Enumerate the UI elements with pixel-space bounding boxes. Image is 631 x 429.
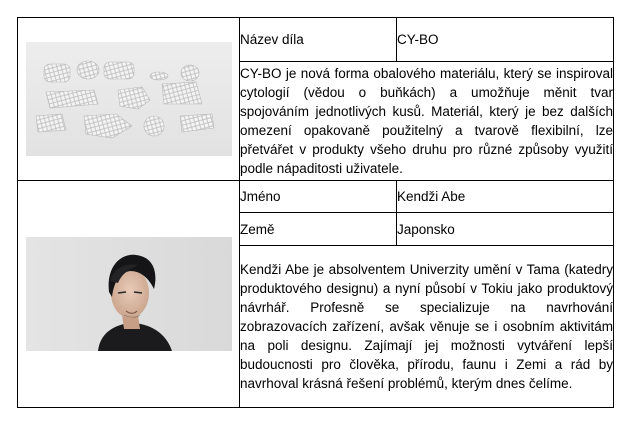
designer-bio: Kendži Abe je absolventem Univerzity umění v Tama (katedry produktového designu) a nyní působí v Tokiu jako produktový návrhář. Profesně se specializuje na navrhování zobrazovacích zařízení, avšak věnuje se i osobním aktivitám na poli designu. Zajímají jej možnosti vytváření lepší budoucnosti pro člověka, přírodu, faunu i Zemi a rád by navrhoval krásná řešení problémů, kterým dnes čelíme. — [240, 246, 614, 408]
designer-portrait-image — [26, 237, 232, 351]
designer-name-value: Kendži Abe — [397, 181, 614, 213]
cy-bo-product-image — [26, 42, 232, 156]
work-name-row — [18, 18, 614, 62]
info-table — [17, 17, 614, 408]
designer-name-row — [18, 181, 614, 213]
work-photo-cell — [18, 18, 240, 181]
work-name-label: Název díla — [240, 18, 397, 62]
designer-country-value: Japonsko — [397, 213, 614, 246]
work-name-value: CY-BO — [397, 18, 614, 62]
work-description: CY-BO je nová forma obalového materiálu, který se inspiroval cytologií (vědou o buňkách) a umožňuje měnit tvar spojováním jednotlivých kusů. Materiál, který je bez dalších omezení opakovaně použitelný a tvarově flexibilní, lze přetvářet v produkty všeho druhu pro různé způsoby využití podle nápaditosti uživatele. — [240, 62, 614, 181]
designer-name-label: Jméno — [240, 181, 397, 213]
designer-country-label: Země — [240, 213, 397, 246]
designer-photo-cell — [18, 181, 240, 408]
